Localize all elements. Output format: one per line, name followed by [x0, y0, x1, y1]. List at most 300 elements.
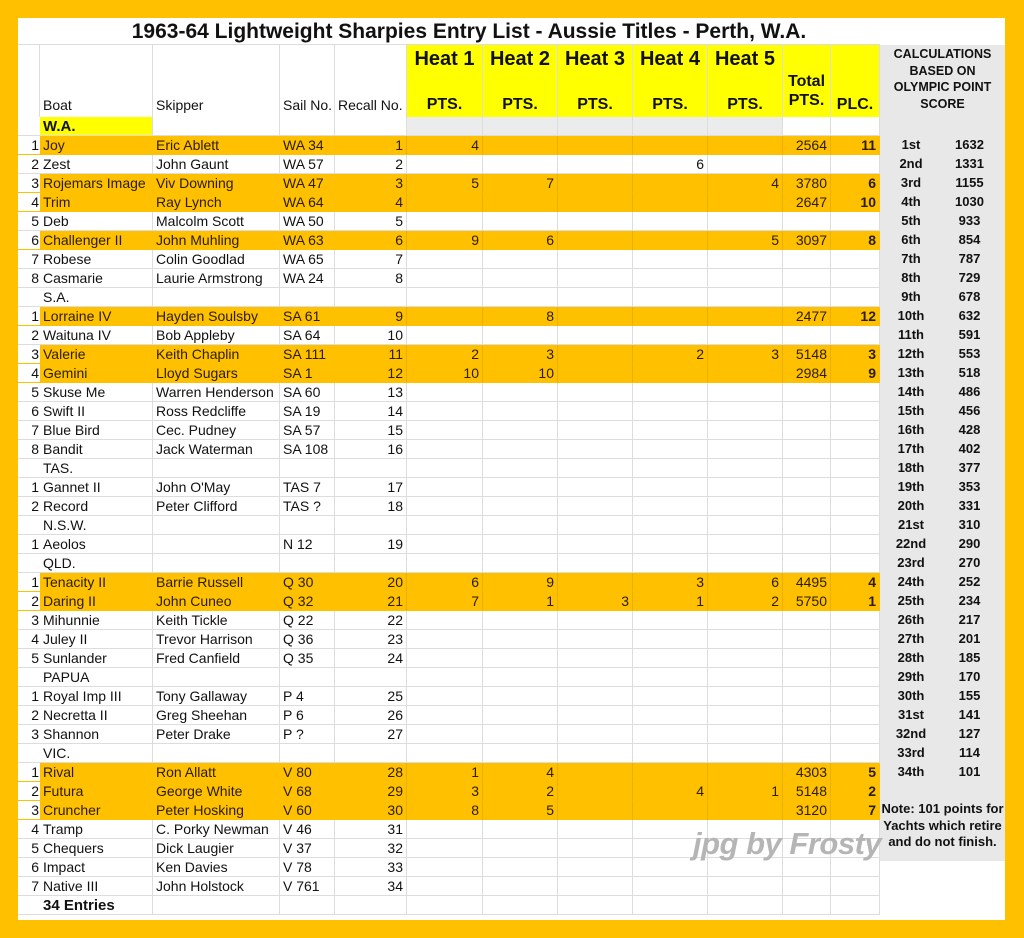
heat-5-points	[708, 212, 783, 231]
table-row	[18, 573, 880, 592]
heat-1-points: 1	[407, 763, 483, 782]
heat-2-points	[483, 611, 558, 630]
boat-name: Record	[40, 497, 153, 516]
rank-points: 1155	[955, 175, 984, 190]
heat-4-points	[633, 440, 708, 459]
rank-row	[880, 629, 1005, 648]
placing	[831, 725, 880, 744]
skipper-name: Peter Clifford	[153, 497, 280, 516]
rank-place: 22nd	[895, 536, 927, 551]
empty-cell	[633, 668, 708, 687]
recall-number: 8	[335, 269, 407, 288]
empty-cell	[783, 554, 831, 573]
rank-points: 141	[958, 707, 981, 722]
empty-cell	[153, 516, 280, 535]
heat-2-points	[483, 649, 558, 668]
row-number: 1	[18, 535, 40, 554]
rank-row	[880, 154, 1005, 173]
placing: 7	[831, 801, 880, 820]
row-number: 2	[18, 326, 40, 345]
heat-2-points	[483, 136, 558, 155]
heat-3-points	[558, 383, 633, 402]
empty-cell	[153, 288, 280, 307]
rank-row	[880, 686, 1005, 705]
rank-row	[880, 667, 1005, 686]
heat-5-points	[708, 801, 783, 820]
heat-3-points	[558, 801, 633, 820]
heat-5-points	[708, 364, 783, 383]
empty-cell	[483, 668, 558, 687]
sail-number: V 46	[280, 820, 335, 839]
empty-cell	[558, 459, 633, 478]
total-points: 5148	[783, 782, 831, 801]
header-row	[18, 45, 880, 117]
heat-2-points	[483, 155, 558, 174]
total-points	[783, 630, 831, 649]
rank-place: 16th	[897, 422, 925, 437]
empty-cell	[783, 896, 831, 915]
recall-number: 27	[335, 725, 407, 744]
heat-3-points	[558, 136, 633, 155]
heat-5-points: 4	[708, 174, 783, 193]
empty-cell	[280, 288, 335, 307]
rank-row	[880, 306, 1005, 325]
rank-row	[880, 705, 1005, 724]
rank-points: 101	[958, 764, 981, 779]
sail-number: WA 47	[280, 174, 335, 193]
rank-row	[880, 648, 1005, 667]
heat-1-points	[407, 421, 483, 440]
section-label: S.A.	[40, 288, 153, 307]
placing: 4	[831, 573, 880, 592]
section-label: W.A.	[40, 117, 153, 136]
table-row	[18, 383, 880, 402]
heat-1-points	[407, 858, 483, 877]
heat-3-points	[558, 402, 633, 421]
sail-number: TAS ?	[280, 497, 335, 516]
rank-place: 21st	[897, 517, 925, 532]
rank-points: 632	[958, 308, 981, 323]
recall-number: 34	[335, 877, 407, 896]
heat-1-points	[407, 706, 483, 725]
empty-cell	[280, 668, 335, 687]
heat-3-points	[558, 440, 633, 459]
heat-2-points	[483, 725, 558, 744]
table-row	[18, 877, 880, 896]
row-number: 3	[18, 801, 40, 820]
table-row	[18, 611, 880, 630]
empty-cell	[407, 117, 483, 136]
heat-1-points	[407, 212, 483, 231]
heat-label: Heat 4	[639, 48, 701, 70]
heat-1-points	[407, 687, 483, 706]
heat-2-points	[483, 440, 558, 459]
heat-3-points	[558, 174, 633, 193]
heat-4-points	[633, 706, 708, 725]
total-label: Total	[787, 73, 826, 90]
total-points	[783, 383, 831, 402]
total-points	[783, 497, 831, 516]
empty-cell	[280, 896, 335, 915]
recall-number: 3	[335, 174, 407, 193]
total-points: 2477	[783, 307, 831, 326]
heat-2-points	[483, 212, 558, 231]
heat-5-points	[708, 497, 783, 516]
rank-row	[880, 249, 1005, 268]
row-number: 1	[18, 478, 40, 497]
heat-2-points	[483, 839, 558, 858]
header-skipper-label: Skipper	[156, 97, 204, 113]
total-points: 4303	[783, 763, 831, 782]
heat-5-points: 1	[708, 782, 783, 801]
skipper-name: Peter Drake	[153, 725, 280, 744]
row-number: 7	[18, 250, 40, 269]
boat-name: Valerie	[40, 345, 153, 364]
boat-name: Trim	[40, 193, 153, 212]
total-points: 4495	[783, 573, 831, 592]
heat-4-points	[633, 649, 708, 668]
heat-1-points	[407, 725, 483, 744]
heat-2-points	[483, 250, 558, 269]
heat-3-points	[558, 725, 633, 744]
heat-4-points	[633, 174, 708, 193]
empty-cell	[153, 744, 280, 763]
table-row	[18, 364, 880, 383]
total-points	[783, 402, 831, 421]
rank-place: 3rd	[900, 175, 922, 190]
section-label: TAS.	[40, 459, 153, 478]
empty-cell	[335, 744, 407, 763]
sheet-title: 1963-64 Lightweight Sharpies Entry List - Aussie Titles - Perth, W.A.	[18, 18, 880, 45]
empty-cell	[708, 459, 783, 478]
row-number: 5	[18, 383, 40, 402]
heat-1-points: 7	[407, 592, 483, 611]
placing	[831, 155, 880, 174]
sail-number: WA 24	[280, 269, 335, 288]
rank-place: 19th	[897, 479, 925, 494]
heat-2-points	[483, 497, 558, 516]
heat-1-points	[407, 497, 483, 516]
heat-1-points: 5	[407, 174, 483, 193]
recall-number: 6	[335, 231, 407, 250]
rank-points: 729	[958, 270, 981, 285]
recall-number: 4	[335, 193, 407, 212]
heat-5-points	[708, 687, 783, 706]
table-row	[18, 345, 880, 364]
heat-3-points	[558, 193, 633, 212]
table-row	[18, 250, 880, 269]
sail-number: SA 60	[280, 383, 335, 402]
heat-2-points	[483, 402, 558, 421]
spreadsheet	[18, 18, 1005, 920]
skipper-name: John Holstock	[153, 877, 280, 896]
heat-5-points	[708, 421, 783, 440]
empty-cell	[708, 288, 783, 307]
empty-cell	[831, 288, 880, 307]
heat-3-points	[558, 820, 633, 839]
recall-number: 32	[335, 839, 407, 858]
row-number: 3	[18, 174, 40, 193]
placing	[831, 402, 880, 421]
header-boat-label: Boat	[43, 97, 72, 113]
boat-name: Mihunnie	[40, 611, 153, 630]
placing	[831, 478, 880, 497]
placing	[831, 649, 880, 668]
heat-2-points: 2	[483, 782, 558, 801]
empty-cell	[407, 459, 483, 478]
total-points	[783, 212, 831, 231]
heat-3-points	[558, 535, 633, 554]
heat-4-points	[633, 212, 708, 231]
heat-5-points	[708, 136, 783, 155]
placing	[831, 535, 880, 554]
total-points	[783, 706, 831, 725]
heat-3-points	[558, 307, 633, 326]
total-points: 5750	[783, 592, 831, 611]
heat-4-points	[633, 269, 708, 288]
heat-3-points	[558, 326, 633, 345]
heat-2-points	[483, 478, 558, 497]
sail-number: TAS 7	[280, 478, 335, 497]
heat-1-points	[407, 611, 483, 630]
sail-number: V 60	[280, 801, 335, 820]
recall-number: 33	[335, 858, 407, 877]
rank-row	[880, 363, 1005, 382]
rank-row	[880, 135, 1005, 154]
rank-place: 7th	[901, 251, 921, 266]
heat-5-points: 5	[708, 231, 783, 250]
boat-name: Lorraine IV	[40, 307, 153, 326]
total-points	[783, 725, 831, 744]
header-cell-index	[18, 45, 40, 117]
heat-3-points	[558, 345, 633, 364]
empty-cell	[633, 744, 708, 763]
heat-3-points	[558, 877, 633, 896]
heat-2-points	[483, 421, 558, 440]
boat-name: Native III	[40, 877, 153, 896]
heat-1-points	[407, 440, 483, 459]
boat-name: Futura	[40, 782, 153, 801]
placing	[831, 440, 880, 459]
row-number: 2	[18, 155, 40, 174]
recall-number: 13	[335, 383, 407, 402]
row-number: 7	[18, 421, 40, 440]
placing	[831, 421, 880, 440]
rank-place: 10th	[897, 308, 925, 323]
recall-number: 15	[335, 421, 407, 440]
rank-row	[880, 610, 1005, 629]
rank-place: 27th	[897, 631, 925, 646]
sail-number: SA 57	[280, 421, 335, 440]
heat-3-points	[558, 573, 633, 592]
sail-number: N 12	[280, 535, 335, 554]
rank-points: 331	[958, 498, 981, 513]
row-number: 1	[18, 573, 40, 592]
boat-name: Casmarie	[40, 269, 153, 288]
empty-cell	[407, 896, 483, 915]
placing	[831, 611, 880, 630]
row-number: 2	[18, 592, 40, 611]
heat-5-points	[708, 706, 783, 725]
table-row	[18, 592, 880, 611]
rank-row	[880, 572, 1005, 591]
empty-cell	[558, 554, 633, 573]
table-row	[18, 307, 880, 326]
heat-1-points: 8	[407, 801, 483, 820]
rank-row	[880, 515, 1005, 534]
heat-1-points	[407, 402, 483, 421]
skipper-name: Ken Davies	[153, 858, 280, 877]
heat-1-points	[407, 383, 483, 402]
placing: 6	[831, 174, 880, 193]
boat-name: Skuse Me	[40, 383, 153, 402]
empty-cell	[708, 744, 783, 763]
recall-number: 22	[335, 611, 407, 630]
heat-3-points	[558, 478, 633, 497]
heat-3-points	[558, 649, 633, 668]
rank-place: 25th	[897, 593, 925, 608]
header-total	[783, 45, 831, 117]
recall-number: 23	[335, 630, 407, 649]
heat-5-points	[708, 535, 783, 554]
row-number: 2	[18, 497, 40, 516]
heat-2-points	[483, 326, 558, 345]
heat-2-points: 7	[483, 174, 558, 193]
skipper-name: Greg Sheehan	[153, 706, 280, 725]
rank-place: 26th	[897, 612, 925, 627]
row-index-cell	[18, 117, 40, 136]
rank-points: 518	[958, 365, 981, 380]
empty-cell	[831, 516, 880, 535]
rank-points: 310	[958, 517, 981, 532]
skipper-name: Ron Allatt	[153, 763, 280, 782]
total-points: 3097	[783, 231, 831, 250]
heat-3-points	[558, 250, 633, 269]
row-number: 5	[18, 649, 40, 668]
pts-label: PTS.	[727, 96, 763, 113]
sail-number: SA 108	[280, 440, 335, 459]
placing	[831, 212, 880, 231]
placing	[831, 497, 880, 516]
placing: 3	[831, 345, 880, 364]
rank-points: 933	[958, 213, 981, 228]
retire-note: Note: 101 points for Yachts which retire and do not finish.	[881, 801, 1004, 849]
skipper-name: John Gaunt	[153, 155, 280, 174]
heat-1-points: 6	[407, 573, 483, 592]
rank-row	[880, 382, 1005, 401]
rank-points: 252	[958, 574, 981, 589]
heat-5-points	[708, 877, 783, 896]
rank-points-list	[880, 135, 1005, 781]
sail-number: WA 63	[280, 231, 335, 250]
empty-cell	[335, 117, 407, 136]
section-label: QLD.	[40, 554, 153, 573]
placing	[831, 630, 880, 649]
heat-3-points	[558, 630, 633, 649]
sail-number: V 37	[280, 839, 335, 858]
recall-number: 5	[335, 212, 407, 231]
recall-number: 2	[335, 155, 407, 174]
skipper-name: Peter Hosking	[153, 801, 280, 820]
empty-cell	[558, 288, 633, 307]
empty-cell	[708, 516, 783, 535]
total-points	[783, 478, 831, 497]
boat-name: Rojemars Image	[40, 174, 153, 193]
section-row	[18, 554, 880, 573]
rank-points: 127	[958, 726, 981, 741]
skipper-name: Dick Laugier	[153, 839, 280, 858]
pts-label: PTS.	[652, 96, 688, 113]
heat-1-points	[407, 478, 483, 497]
rank-points: 270	[958, 555, 981, 570]
table-row	[18, 706, 880, 725]
boat-name: Joy	[40, 136, 153, 155]
rank-row	[880, 173, 1005, 192]
empty-cell	[633, 896, 708, 915]
empty-cell	[831, 668, 880, 687]
skipper-name: Bob Appleby	[153, 326, 280, 345]
section-row	[18, 459, 880, 478]
heat-2-points: 5	[483, 801, 558, 820]
rank-place: 29th	[897, 669, 925, 684]
heat-5-points	[708, 269, 783, 288]
heat-5-points: 3	[708, 345, 783, 364]
heat-4-points	[633, 307, 708, 326]
skipper-name: Laurie Armstrong	[153, 269, 280, 288]
table-row	[18, 193, 880, 212]
rank-row	[880, 439, 1005, 458]
rank-points: 456	[958, 403, 981, 418]
rank-row	[880, 477, 1005, 496]
skipper-name: Eric Ablett	[153, 136, 280, 155]
heat-4-points	[633, 497, 708, 516]
heat-1-points	[407, 326, 483, 345]
recall-number: 31	[335, 820, 407, 839]
sail-number: SA 61	[280, 307, 335, 326]
total-points: 5148	[783, 345, 831, 364]
rank-place: 13th	[897, 365, 925, 380]
boat-name: Daring II	[40, 592, 153, 611]
header-sail-label: Sail No.	[283, 97, 333, 113]
rank-place: 9th	[901, 289, 921, 304]
skipper-name: Ray Lynch	[153, 193, 280, 212]
total-pts-label: PTS.	[788, 92, 825, 109]
empty-cell	[783, 288, 831, 307]
heat-4-points	[633, 231, 708, 250]
rank-place: 6th	[901, 232, 921, 247]
heat-4-points	[633, 611, 708, 630]
rank-points: 1632	[955, 137, 984, 152]
rank-place: 11th	[897, 327, 924, 342]
recall-number: 26	[335, 706, 407, 725]
boat-name: Impact	[40, 858, 153, 877]
total-points	[783, 269, 831, 288]
rank-row	[880, 211, 1005, 230]
total-points: 2647	[783, 193, 831, 212]
rank-place: 15th	[897, 403, 925, 418]
row-index-cell	[18, 459, 40, 478]
section-row	[18, 288, 880, 307]
boat-name: Royal Imp III	[40, 687, 153, 706]
row-index-cell	[18, 288, 40, 307]
rank-points: 217	[958, 612, 981, 627]
heat-5-points	[708, 478, 783, 497]
heat-2-points	[483, 858, 558, 877]
row-number: 6	[18, 858, 40, 877]
boat-name: Shannon	[40, 725, 153, 744]
entries-count: 34 Entries	[40, 896, 153, 915]
boat-name: Cruncher	[40, 801, 153, 820]
